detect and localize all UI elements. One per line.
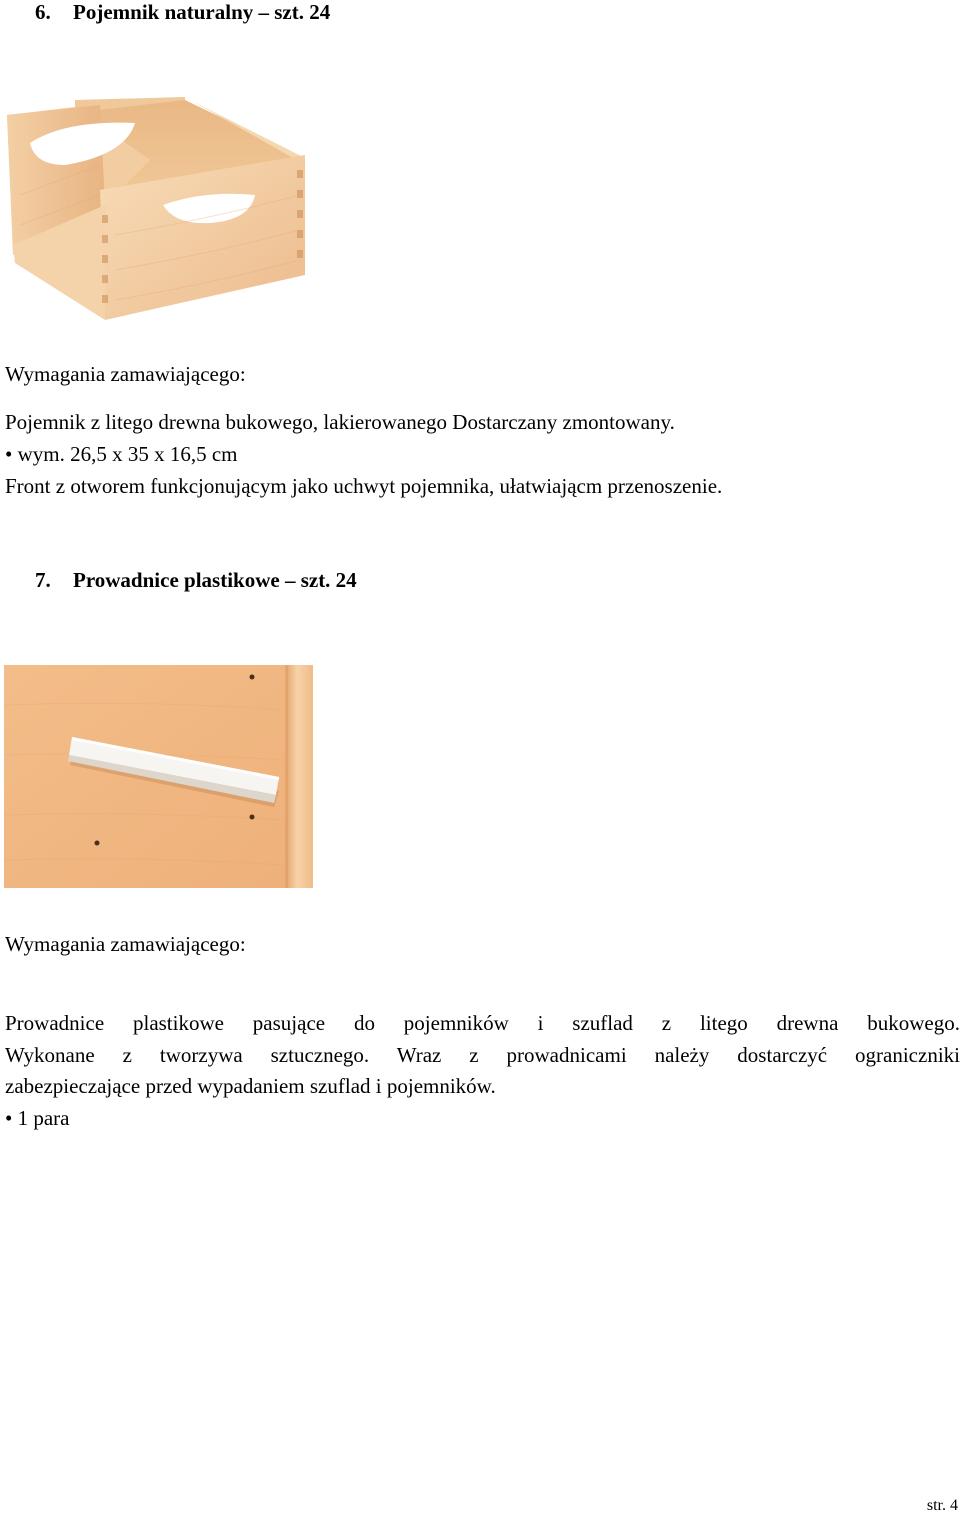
- section-6-number: 6.: [35, 0, 51, 24]
- wooden-box-image: [5, 95, 307, 320]
- plastic-rail-image: [4, 665, 313, 888]
- section-7-paragraph: [5, 1008, 960, 1103]
- section-7-paragraph-row-3: zabezpieczające przed wypadaniem szuflad i pojemników.: [5, 1074, 496, 1098]
- section-6-line-1: Pojemnik z litego drewna bukowego, lakierowanego Dostarczany zmontowany.: [5, 410, 675, 434]
- section-6-title: Pojemnik naturalny – szt. 24: [73, 0, 331, 24]
- section-6-requirements-label: Wymagania zamawiającego:: [5, 362, 246, 386]
- section-7-paragraph-row-2: Wykonane z tworzywa sztucznego. Wraz z prowadnicami należy dostarczyć ograniczniki: [5, 1042, 960, 1067]
- section-7-number: 7.: [35, 568, 51, 592]
- section-6-line-2: • wym. 26,5 x 35 x 16,5 cm: [5, 442, 238, 466]
- section-7-bullet: • 1 para: [5, 1106, 70, 1130]
- section-7-paragraph-row-1: Prowadnice plastikowe pasujące do pojemników i szuflad z litego drewna bukowego.: [5, 1011, 960, 1035]
- section-6-line-3: Front z otworem funkcjonującym jako uchwyt pojemnika, ułatwiającm przenoszenie.: [5, 474, 723, 498]
- section-7-requirements-label: Wymagania zamawiającego:: [5, 932, 246, 956]
- section-7-title: Prowadnice plastikowe – szt. 24: [73, 568, 357, 592]
- page-number: str. 4: [926, 1497, 958, 1514]
